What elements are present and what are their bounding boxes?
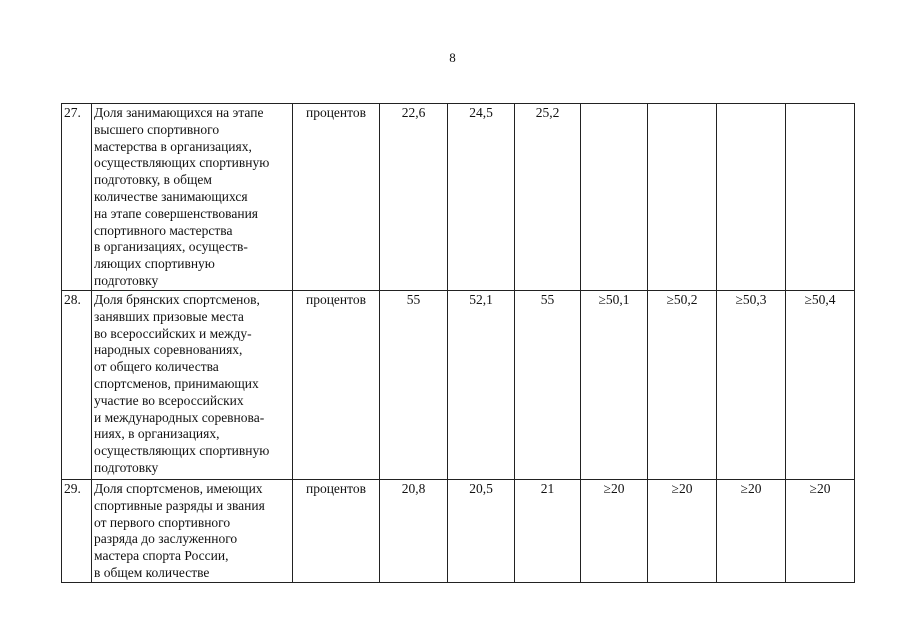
value-cell: ≥50,3 <box>717 291 786 480</box>
value-cell: 25,2 <box>515 104 581 291</box>
page-number: 8 <box>449 50 456 65</box>
table-row <box>62 480 855 583</box>
value-cell: 52,1 <box>448 291 515 480</box>
value-cell <box>648 104 717 291</box>
value-cell: ≥50,2 <box>648 291 717 480</box>
value-cell: 20,5 <box>448 480 515 583</box>
value-cell: 55 <box>515 291 581 480</box>
value-cell: 24,5 <box>448 104 515 291</box>
value-cell: ≥20 <box>717 480 786 583</box>
row-number: 28. <box>62 291 92 480</box>
indicator-description: Доля спортсменов, имеющих спортивные разряды и звания от первого спортивного разряда до заслуженного мастера спорта России, в общем количестве <box>92 480 293 583</box>
indicator-description: Доля занимающихся на этапе высшего спортивного мастерства в организациях, осуществляющих спортивную подготовку, в общем количестве занимающихся на этапе совершенствования спортивного мастерства в организациях, осуществ- ляющих спортивную подготовку <box>92 104 293 291</box>
value-cell: 20,8 <box>380 480 448 583</box>
value-cell <box>581 104 648 291</box>
unit-cell: процентов <box>293 104 380 291</box>
indicators-table <box>61 103 855 583</box>
value-cell <box>786 104 855 291</box>
value-cell: 21 <box>515 480 581 583</box>
value-cell: 22,6 <box>380 104 448 291</box>
value-cell <box>717 104 786 291</box>
value-cell: ≥20 <box>581 480 648 583</box>
value-cell: ≥20 <box>786 480 855 583</box>
unit-cell: процентов <box>293 480 380 583</box>
table-row <box>62 104 855 291</box>
row-number: 27. <box>62 104 92 291</box>
value-cell: 55 <box>380 291 448 480</box>
indicator-description: Доля брянских спортсменов, занявших призовые места во всероссийских и между- народных соревнованиях, от общего количества спортсменов, принимающих участие во всероссийских и международных соревнова- ниях, в организациях, осуществляющих спортивную подготовку <box>92 291 293 480</box>
row-number: 29. <box>62 480 92 583</box>
value-cell: ≥50,4 <box>786 291 855 480</box>
value-cell: ≥20 <box>648 480 717 583</box>
unit-cell: процентов <box>293 291 380 480</box>
value-cell: ≥50,1 <box>581 291 648 480</box>
table-row <box>62 291 855 480</box>
